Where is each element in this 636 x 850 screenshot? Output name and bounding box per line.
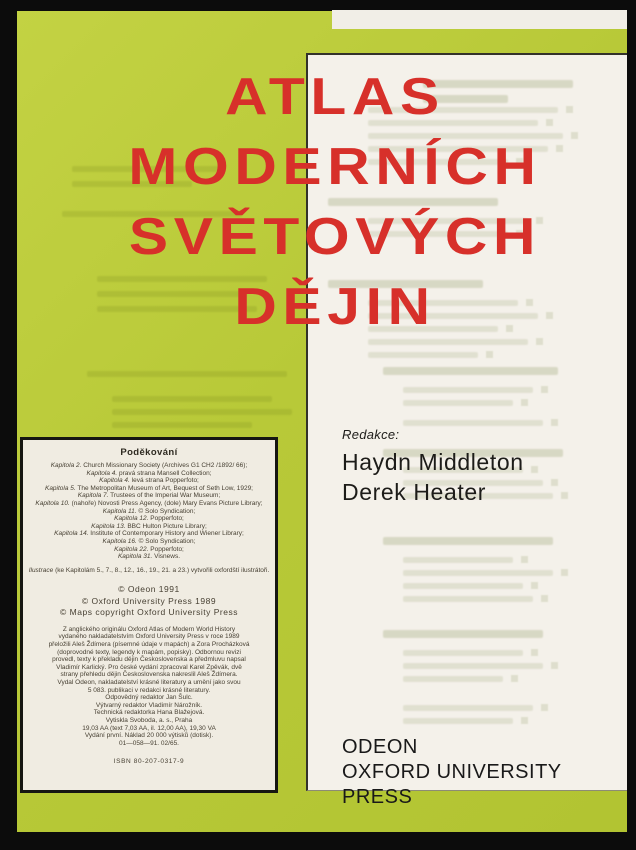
bleedthrough-smudge <box>531 466 538 473</box>
credit-chapter: Kapitola 31. <box>117 553 153 561</box>
bleedthrough-smudge <box>87 371 287 377</box>
bleedthrough-smudge <box>541 386 548 393</box>
colophon-line: Odpovědný redaktor Jan Šulc. <box>105 694 193 702</box>
credit-line <box>28 530 270 538</box>
credit-chapter: Kapitola 11. <box>102 507 137 515</box>
bleedthrough-smudge <box>368 352 478 358</box>
illustrations-note <box>28 567 270 575</box>
page-edge-strip <box>332 10 627 29</box>
copyright-line: © Odeon 1991 <box>118 584 180 595</box>
colophon-line: (doprovodné texty, legendy k mapám, popisky). Odbornou revizi <box>57 648 241 656</box>
credit-text: Popperfoto; <box>148 515 184 523</box>
credit-line <box>28 546 270 554</box>
colophon <box>28 626 270 748</box>
acknowledgements-box <box>20 437 278 793</box>
credit-chapter: Kapitola 2. <box>50 462 82 469</box>
credit-chapter: Kapitola 7. <box>77 492 109 500</box>
credit-chapter: Kapitola 12. <box>114 515 149 523</box>
credit-line <box>28 485 270 493</box>
illustrations-label: Ilustrace <box>28 566 54 574</box>
bleedthrough-smudge <box>551 479 558 486</box>
credit-line <box>28 470 270 478</box>
bleedthrough-smudge <box>112 396 272 402</box>
bleedthrough-smudge <box>403 650 523 656</box>
bleedthrough-smudge <box>403 420 543 426</box>
acknowledgements-heading: Poděkování <box>120 447 178 458</box>
bleedthrough-smudge <box>521 556 528 563</box>
credit-line <box>28 477 270 485</box>
bleedthrough-smudge <box>403 570 553 576</box>
credit-chapter: Kapitola 4. <box>86 469 118 477</box>
credit-line <box>28 515 270 523</box>
credit-line <box>28 462 270 470</box>
isbn: ISBN 80-207-0317-9 <box>113 758 185 766</box>
credit-chapter: Kapitola 4. <box>99 477 130 485</box>
credit-text: © Solo Syndication; <box>136 507 196 515</box>
credit-text: The Metropolitan Museum of Art, Bequest of Seth Low, 1929; <box>75 484 253 492</box>
bleedthrough-smudge <box>511 675 518 682</box>
publisher-line: ODEON <box>342 736 418 758</box>
bleedthrough-smudge <box>521 717 528 724</box>
colophon-line: Výtvarný redaktor Vladimír Nárožník. <box>95 701 203 709</box>
bleedthrough-smudge <box>383 537 553 545</box>
credit-text: Popperfoto; <box>148 545 184 553</box>
bleedthrough-smudge <box>551 662 558 669</box>
colophon-line: 01—058—91. 02/65. <box>119 739 179 747</box>
bleedthrough-smudge <box>403 596 533 602</box>
colophon-line: 5 083. publikaci v redakci krásné literatury. <box>87 686 211 694</box>
colophon-line: provedl, texty k překladu dějin Československa a předmluvu napsal <box>52 656 246 664</box>
book-title-line: SVĚTOVÝCH <box>128 208 542 266</box>
bleedthrough-smudge <box>531 582 538 589</box>
editors-names <box>342 447 524 507</box>
colophon-line: vydaného nakladatelstvím Oxford University Press v roce 1989 <box>58 633 240 641</box>
credit-text: Trustees of the Imperial War Museum; <box>108 492 221 500</box>
credit-text: pravá strana Mansell Collection; <box>117 469 212 477</box>
bleedthrough-smudge <box>403 583 523 589</box>
editor-name: Haydn Middleton <box>342 449 524 475</box>
bleedthrough-smudge <box>541 704 548 711</box>
bleedthrough-smudge <box>403 718 513 724</box>
credit-line <box>28 553 270 561</box>
book-title-line: DĚJIN <box>234 278 436 336</box>
editors-label: Redakce: <box>342 427 400 442</box>
credit-text: © Solo Syndication; <box>136 537 196 545</box>
bleedthrough-smudge <box>112 409 292 415</box>
bleedthrough-smudge <box>561 492 568 499</box>
bleedthrough-smudge <box>403 663 543 669</box>
bleedthrough-smudge <box>403 557 513 563</box>
credit-line <box>28 538 270 546</box>
colophon-line: Vydání první. Náklad 20 000 výtisků (dotisk). <box>84 732 214 740</box>
colophon-line: strany přehledu dějin Československa nakreslil Aleš Ždímera. <box>60 671 238 679</box>
copyright-line: © Maps copyright Oxford University Press <box>60 607 238 618</box>
bleedthrough-smudge <box>403 705 533 711</box>
credit-line <box>28 523 270 531</box>
bleedthrough-smudge <box>383 630 543 638</box>
colophon-line: Vydal Odeon, nakladatelství krásné literatury a umění jako svou <box>57 678 241 686</box>
colophon-line: Vytiskla Svoboda, a. s., Praha <box>105 716 193 724</box>
book-title-line: ATLAS <box>225 68 445 126</box>
credit-line <box>28 500 270 508</box>
book-title-line: MODERNÍCH <box>128 138 542 196</box>
editor-name: Derek Heater <box>342 479 486 505</box>
colophon-line: Z anglického originálu Oxford Atlas of Modern World History <box>62 625 236 633</box>
credit-text: BBC Hulton Picture Library; <box>125 522 207 530</box>
illustrations-text: (ke Kapitolám 5., 7., 8., 12., 16., 19., 21. a 23.) vytvořili oxfordští ilustrátoři. <box>53 566 270 574</box>
bleedthrough-smudge <box>551 419 558 426</box>
credit-text: Institute of Contemporary History and Wiener Library; <box>88 530 244 538</box>
publisher-block <box>342 735 636 810</box>
credit-chapter: Kapitola 13. <box>91 522 126 530</box>
colophon-line: Technická redaktorka Hana Blažejová. <box>93 709 205 717</box>
credits-list <box>28 462 270 561</box>
credit-chapter: Kapitola 5. <box>44 484 76 492</box>
bleedthrough-smudge <box>403 400 513 406</box>
bleedthrough-smudge <box>112 422 252 428</box>
credit-text: (nahoře) Novosti Press Agency, (dole) Mary Evans Picture Library; <box>69 499 263 507</box>
copyright-line: © Oxford University Press 1989 <box>81 595 217 606</box>
credit-chapter: Kapitola 10. <box>35 499 70 507</box>
bleedthrough-smudge <box>403 676 503 682</box>
bleedthrough-smudge <box>541 595 548 602</box>
book-title <box>0 62 636 342</box>
bleedthrough-smudge <box>486 351 493 358</box>
bleedthrough-smudge <box>403 387 533 393</box>
bleedthrough-smudge <box>531 649 538 656</box>
bleedthrough-smudge <box>383 367 558 375</box>
credit-text: Visnews. <box>152 553 181 561</box>
credit-chapter: Kapitola 14. <box>54 530 89 538</box>
credit-chapter: Kapitola 16. <box>102 537 137 545</box>
copyright-lines <box>28 584 270 619</box>
credit-line <box>28 508 270 516</box>
colophon-line: přeložili Aleš Ždímera (písemné údaje v mapách) a Zora Procházková <box>48 641 250 648</box>
bleedthrough-smudge <box>561 569 568 576</box>
credit-text: levá strana Popperfoto; <box>129 477 199 485</box>
colophon-line: Vladimír Karlický. Pro české vydání zpracoval Karel Zpěvák, dvě <box>56 663 242 671</box>
editors-block <box>342 427 524 507</box>
credit-chapter: Kapitola 22. <box>114 545 149 553</box>
credit-line <box>28 492 270 500</box>
bleedthrough-smudge <box>521 399 528 406</box>
credit-text: Church Missionary Society (Archives G1 CH2 /1892/ 66); <box>81 462 248 469</box>
publisher-line: OXFORD UNIVERSITY PRESS <box>342 761 562 808</box>
colophon-line: 19,03 AA (text 7,03 AA, il. 12,00 AA), 19,30 VA <box>82 724 216 732</box>
